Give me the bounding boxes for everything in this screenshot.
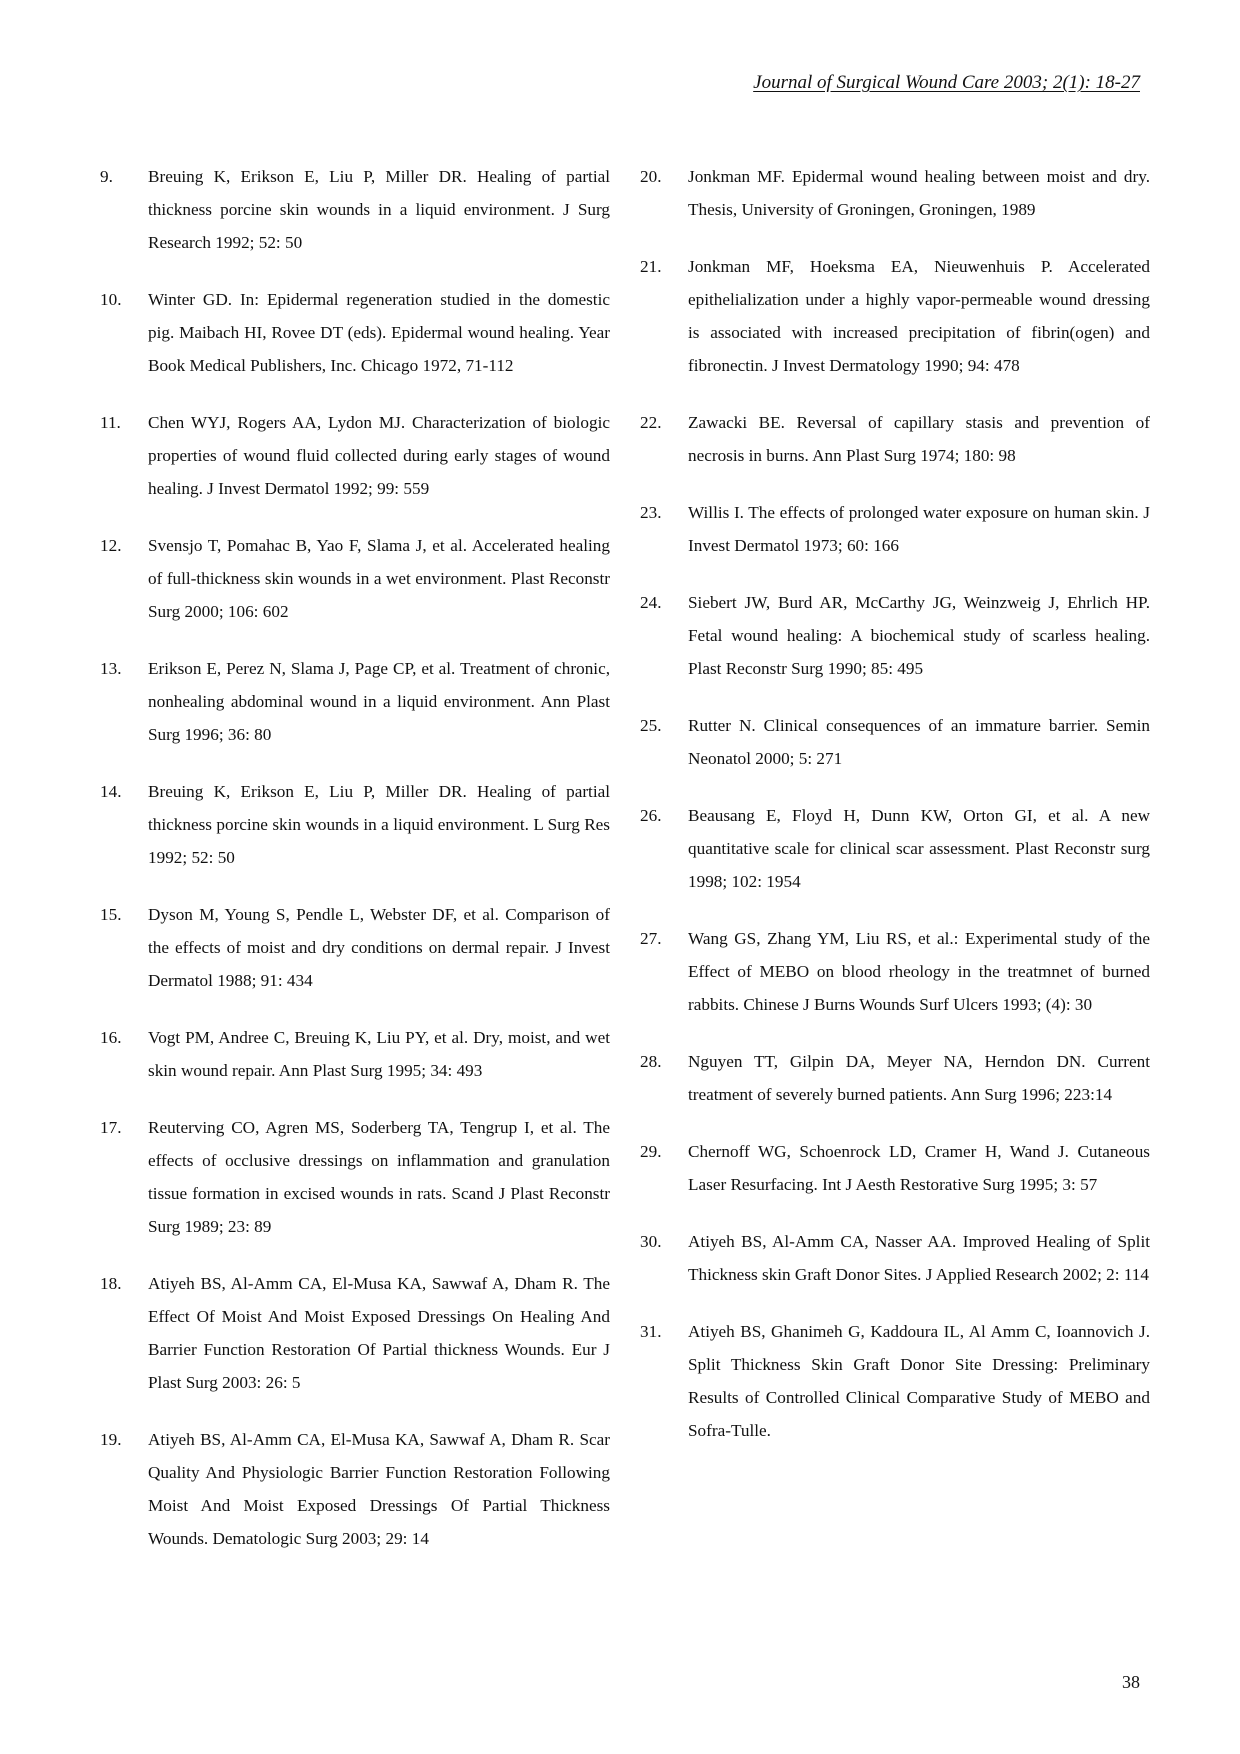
- reference-item: [640, 1045, 1150, 1111]
- reference-number: 29.: [640, 1142, 662, 1161]
- reference-text: Winter GD. In: Epidermal regeneration studied in the domestic pig. Maibach HI, Rovee DT (eds). Epidermal wound healing. Year Book Medical Publishers, Inc. Chicago 1972, 71-112: [148, 290, 610, 375]
- reference-text: Rutter N. Clinical consequences of an immature barrier. Semin Neonatol 2000; 5: 271: [688, 716, 1150, 768]
- reference-text: Dyson M, Young S, Pendle L, Webster DF, et al. Comparison of the effects of moist and dry conditions on dermal repair. J Invest Dermatol 1988; 91: 434: [148, 905, 610, 990]
- reference-number: 14.: [100, 782, 122, 801]
- reference-number: 31.: [640, 1322, 662, 1341]
- reference-item: [640, 922, 1150, 1021]
- reference-text: Vogt PM, Andree C, Breuing K, Liu PY, et al. Dry, moist, and wet skin wound repair. Ann Plast Surg 1995; 34: 493: [148, 1028, 610, 1080]
- reference-item: [640, 586, 1150, 685]
- reference-text: Siebert JW, Burd AR, McCarthy JG, Weinzweig J, Ehrlich HP. Fetal wound healing: A biochemical study of scarless healing. Plast Reconstr Surg 1990; 85: 495: [688, 593, 1150, 678]
- reference-number: 15.: [100, 905, 122, 924]
- reference-item: [100, 1021, 610, 1087]
- reference-number: 9.: [100, 167, 113, 186]
- reference-number: 11.: [100, 413, 121, 432]
- reference-number: 23.: [640, 503, 662, 522]
- reference-item: [640, 1135, 1150, 1201]
- reference-number: 24.: [640, 593, 662, 612]
- reference-item: [100, 775, 610, 874]
- reference-number: 21.: [640, 257, 662, 276]
- reference-text: Beausang E, Floyd H, Dunn KW, Orton GI, et al. A new quantitative scale for clinical scar assessment. Plast Reconstr surg 1998; 102: 1954: [688, 806, 1150, 891]
- reference-text: Chernoff WG, Schoenrock LD, Cramer H, Wand J. Cutaneous Laser Resurfacing. Int J Aesth Restorative Surg 1995; 3: 57: [688, 1142, 1150, 1194]
- reference-number: 26.: [640, 806, 662, 825]
- reference-number: 16.: [100, 1028, 122, 1047]
- reference-item: [640, 1315, 1150, 1447]
- reference-number: 19.: [100, 1430, 122, 1449]
- reference-number: 13.: [100, 659, 122, 678]
- reference-number: 28.: [640, 1052, 662, 1071]
- reference-number: 25.: [640, 716, 662, 735]
- reference-item: [640, 160, 1150, 226]
- reference-item: [640, 250, 1150, 382]
- reference-text: Breuing K, Erikson E, Liu P, Miller DR. Healing of partial thickness porcine skin wounds in a liquid environment. J Surg Research 1992; 52: 50: [148, 167, 610, 252]
- reference-number: 17.: [100, 1118, 122, 1137]
- reference-item: [100, 1267, 610, 1399]
- reference-item: [640, 799, 1150, 898]
- references-right-column: [640, 160, 1150, 1471]
- page-number: 38: [1122, 1672, 1140, 1692]
- reference-text: Reuterving CO, Agren MS, Soderberg TA, Tengrup I, et al. The effects of occlusive dressings on inflammation and granulation tissue formation in excised wounds in rats. Scand J Plast Reconstr Surg 1989; 23: 89: [148, 1118, 610, 1236]
- reference-text: Willis I. The effects of prolonged water exposure on human skin. J Invest Dermatol 1973; 60: 166: [688, 503, 1150, 555]
- reference-item: [640, 406, 1150, 472]
- reference-number: 27.: [640, 929, 662, 948]
- reference-item: [100, 283, 610, 382]
- reference-text: Breuing K, Erikson E, Liu P, Miller DR. Healing of partial thickness porcine skin wounds in a liquid environment. L Surg Res 1992; 52: 50: [148, 782, 610, 867]
- reference-item: [100, 406, 610, 505]
- reference-text: Jonkman MF. Epidermal wound healing between moist and dry. Thesis, University of Groningen, Groningen, 1989: [688, 167, 1150, 219]
- reference-text: Jonkman MF, Hoeksma EA, Nieuwenhuis P. Accelerated epithelialization under a highly vapor-permeable wound dressing is associated with increased precipitation of fibrin(ogen) and fibronectin. J Invest Dermatology 1990; 94: 478: [688, 257, 1150, 375]
- reference-text: Nguyen TT, Gilpin DA, Meyer NA, Herndon DN. Current treatment of severely burned patients. Ann Surg 1996; 223:14: [688, 1052, 1150, 1104]
- reference-number: 30.: [640, 1232, 662, 1251]
- reference-item: [640, 496, 1150, 562]
- reference-text: Atiyeh BS, Al-Amm CA, Nasser AA. Improved Healing of Split Thickness skin Graft Donor Sites. J Applied Research 2002; 2: 114: [688, 1232, 1150, 1284]
- reference-text: Atiyeh BS, Al-Amm CA, El-Musa KA, Sawwaf A, Dham R. Scar Quality And Physiologic Barrier Function Restoration Following Moist And Moist Exposed Dressings Of Partial Thickness Wounds. Dematologic Surg 2003; 29: 14: [148, 1430, 610, 1548]
- reference-item: [100, 1423, 610, 1555]
- reference-text: Atiyeh BS, Ghanimeh G, Kaddoura IL, Al Amm C, Ioannovich J. Split Thickness Skin Graft Donor Site Dressing: Preliminary Results of Controlled Clinical Comparative Study of MEBO and Sofra-Tulle.: [688, 1322, 1150, 1440]
- reference-text: Chen WYJ, Rogers AA, Lydon MJ. Characterization of biologic properties of wound fluid collected during early stages of wound healing. J Invest Dermatol 1992; 99: 559: [148, 413, 610, 498]
- reference-item: [100, 898, 610, 997]
- reference-item: [640, 1225, 1150, 1291]
- reference-text: Zawacki BE. Reversal of capillary stasis and prevention of necrosis in burns. Ann Plast Surg 1974; 180: 98: [688, 413, 1150, 465]
- journal-header: Journal of Surgical Wound Care 2003; 2(1): 18-27: [753, 72, 1140, 93]
- reference-text: Atiyeh BS, Al-Amm CA, El-Musa KA, Sawwaf A, Dham R. The Effect Of Moist And Moist Exposed Dressings On Healing And Barrier Function Restoration Of Partial thickness Wounds. Eur J Plast Surg 2003: 26: 5: [148, 1274, 610, 1392]
- references-left-column: [100, 160, 610, 1579]
- reference-number: 10.: [100, 290, 122, 309]
- reference-text: Svensjo T, Pomahac B, Yao F, Slama J, et al. Accelerated healing of full-thickness skin wounds in a wet environment. Plast Reconstr Surg 2000; 106: 602: [148, 536, 610, 621]
- reference-text: Wang GS, Zhang YM, Liu RS, et al.: Experimental study of the Effect of MEBO on blood rheology in the treatmnet of burned rabbits. Chinese J Burns Wounds Surf Ulcers 1993; (4): 30: [688, 929, 1150, 1014]
- reference-number: 20.: [640, 167, 662, 186]
- reference-number: 12.: [100, 536, 122, 555]
- reference-number: 22.: [640, 413, 662, 432]
- reference-item: [100, 160, 610, 259]
- reference-item: [100, 529, 610, 628]
- reference-item: [100, 1111, 610, 1243]
- reference-number: 18.: [100, 1274, 122, 1293]
- reference-text: Erikson E, Perez N, Slama J, Page CP, et al. Treatment of chronic, nonhealing abdominal wound in a liquid environment. Ann Plast Surg 1996; 36: 80: [148, 659, 610, 744]
- reference-item: [640, 709, 1150, 775]
- reference-item: [100, 652, 610, 751]
